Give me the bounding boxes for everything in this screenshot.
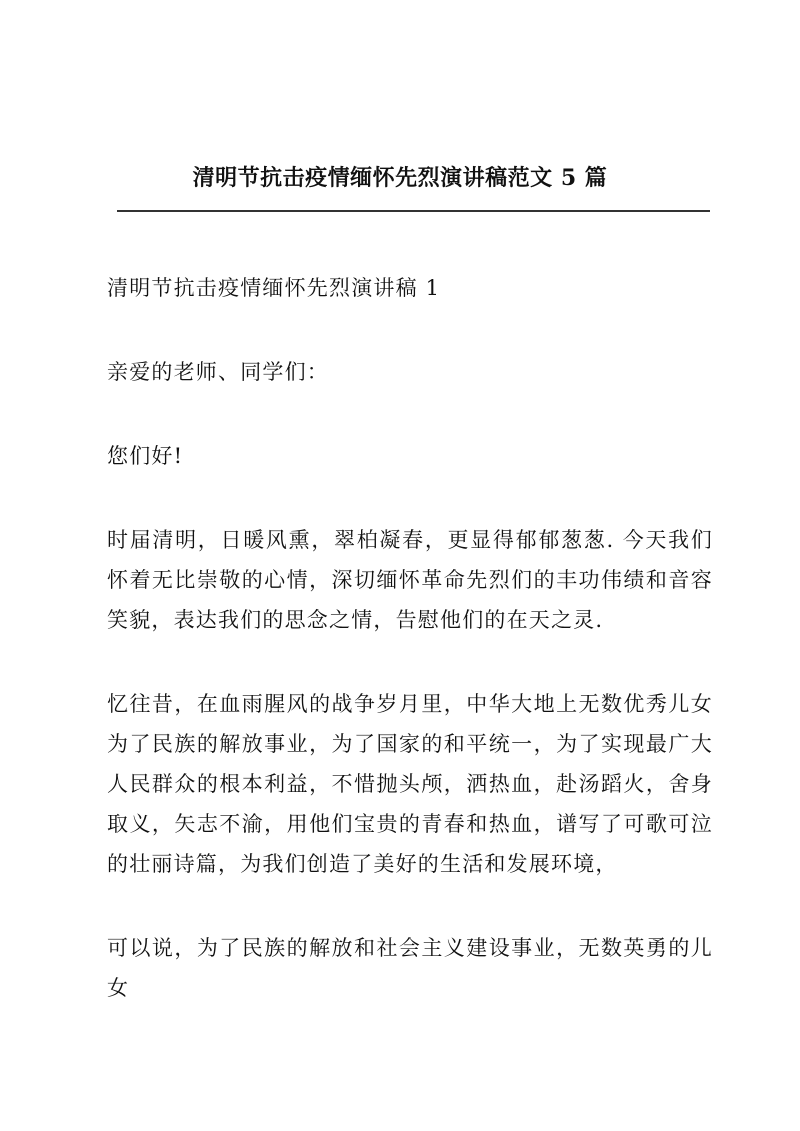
salutation: 亲爱的老师、同学们： (107, 360, 329, 384)
body-paragraph: 时届清明，日暖风熏，翠柏凝春，更显得郁郁葱葱. 今天我们怀着无比崇敬的心情，深切缅怀革命先烈们的丰功伟绩和音容笑貌，表达我们的思念之情，告慰他们的在天之灵. (107, 528, 713, 632)
title-underline-divider (117, 210, 710, 212)
document-body (107, 268, 713, 1052)
section-heading: 清明节抗击疫情缅怀先烈演讲稿 1 (107, 276, 441, 300)
document-title: 清明节抗击疫情缅怀先烈演讲稿范文 5 篇 (192, 165, 608, 191)
body-paragraph: 忆往昔，在血雨腥风的战争岁月里，中华大地上无数优秀儿女为了民族的解放事业，为了国家的和平统一，为了实现最广大人民群众的根本利益，不惜抛头颅，洒热血，赴汤蹈火，舍身取义，矢志不渝，用他们宝贵的青春和热血，谱写了可歌可泣的壮丽诗篇，为我们创造了美好的生活和发展环境， (107, 692, 713, 876)
body-paragraph: 可以说，为了民族的解放和社会主义建设事业，无数英勇的儿女 (107, 936, 713, 1000)
greeting: 您们好! (107, 444, 184, 468)
